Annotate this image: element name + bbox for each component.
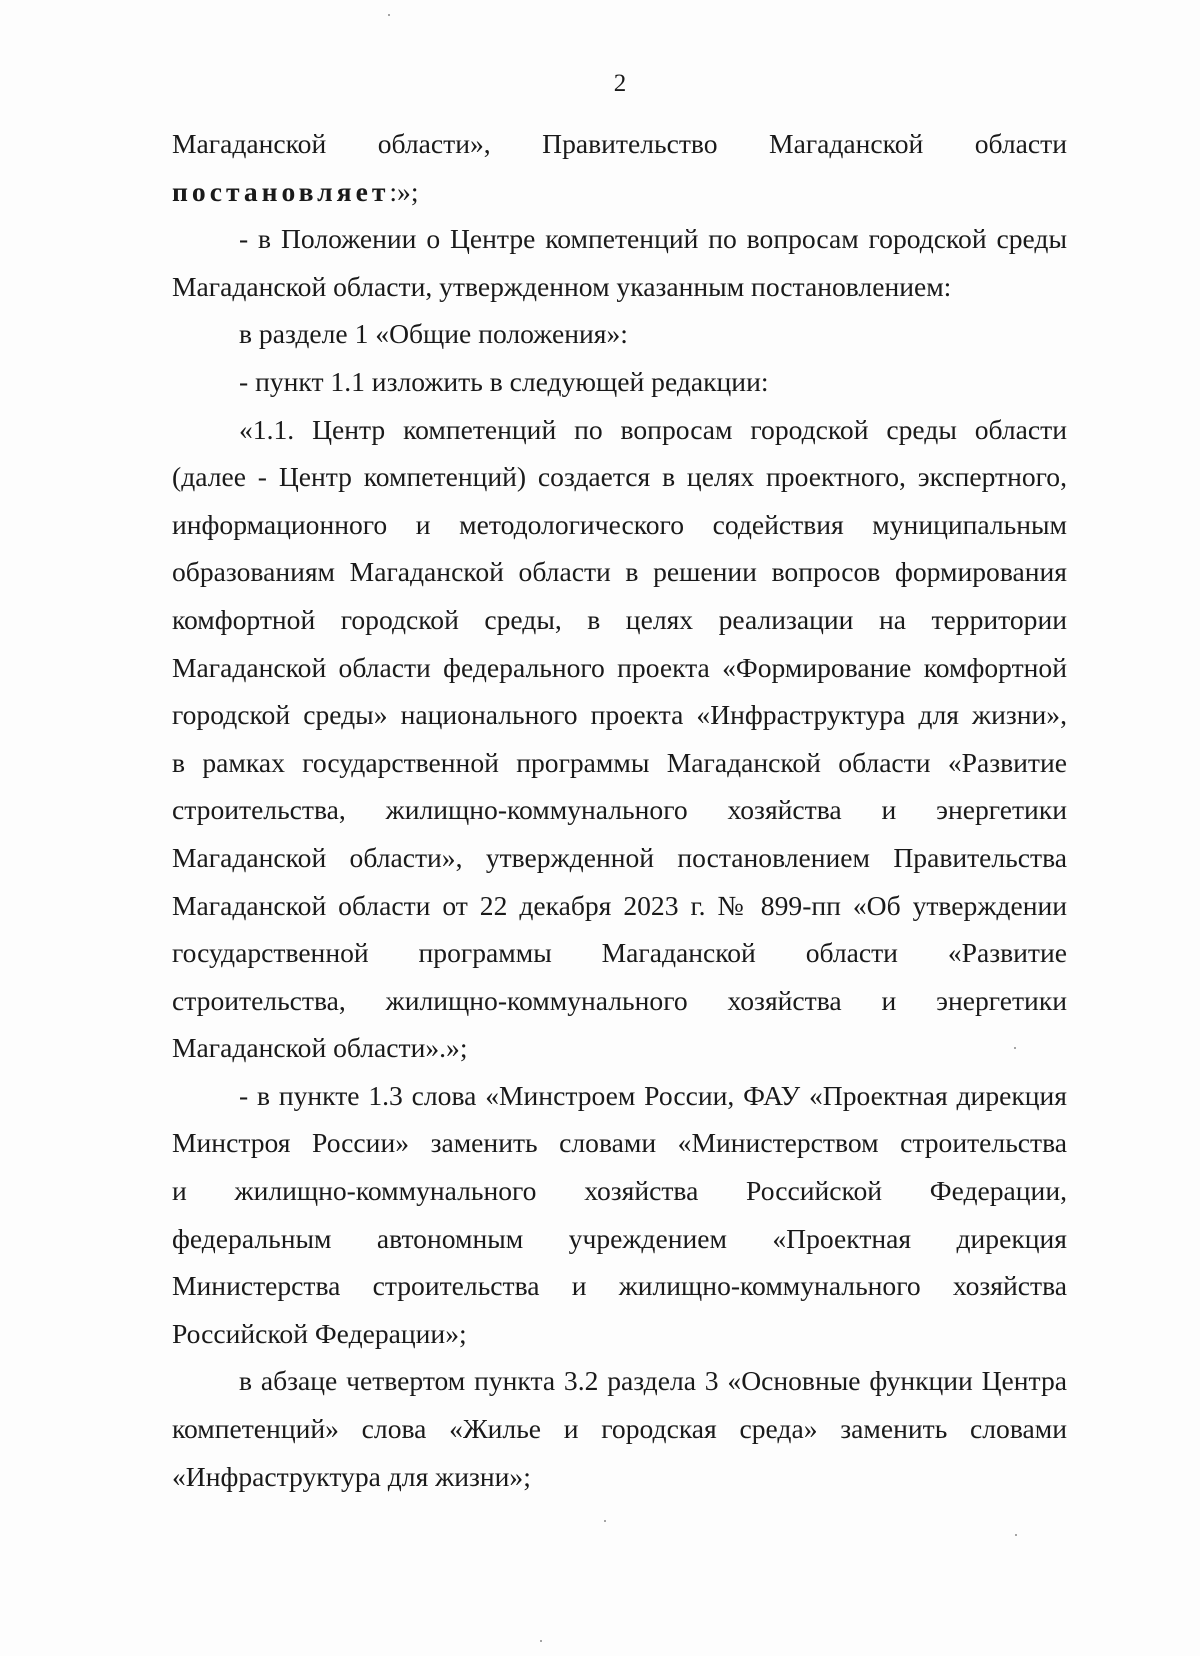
text-line: федеральным автономным учреждением «Проектная дирекция xyxy=(172,1222,1067,1254)
scan-speck xyxy=(540,1640,542,1642)
text-line: (далее - Центр компетенций) создается в целях проектного, экспертного, xyxy=(172,461,1067,493)
scan-speck xyxy=(388,14,390,16)
scan-speck xyxy=(1014,1047,1016,1049)
text-line: Магаданской области», утвержденной постановлением Правительства xyxy=(172,841,1067,873)
text-line: - пункт 1.1 изложить в следующей редакции: xyxy=(239,365,769,397)
text-line: строительства, жилищно-коммунального хозяйства и энергетики xyxy=(172,984,1067,1016)
text-line: информационного и методологического содействия муниципальным xyxy=(172,508,1067,540)
text-line: Магаданской области», Правительство Магаданской области xyxy=(172,128,1067,159)
text-line: образованиям Магаданской области в решении вопросов формирования xyxy=(172,556,1067,588)
text-line: в разделе 1 «Общие положения»: xyxy=(239,318,628,350)
text-line: «Инфраструктура для жизни»; xyxy=(172,1460,531,1492)
text-line: Магаданской области».»; xyxy=(172,1032,468,1064)
text-line: городской среды» национального проекта «Инфраструктура для жизни», xyxy=(172,699,1067,731)
scan-speck xyxy=(1015,1534,1017,1536)
decree-word-tail: :»; xyxy=(389,175,419,207)
text-line: Минстроя России» заменить словами «Министерством строительства xyxy=(172,1127,1067,1159)
text-line: компетенций» слова «Жилье и городская среда» заменить словами xyxy=(172,1413,1067,1445)
text-line: Магаданской области федерального проекта «Формирование комфортной xyxy=(172,651,1067,683)
text-line: и жилищно-коммунального хозяйства Российской Федерации, xyxy=(172,1175,1067,1207)
text-line: Магаданской области от 22 декабря 2023 г. № 899-пп «Об утверждении xyxy=(172,889,1067,921)
text-line: государственной программы Магаданской области «Развитие xyxy=(172,937,1067,969)
text-line: - в пункте 1.3 слова «Минстроем России, ФАУ «Проектная дирекция xyxy=(239,1079,1067,1111)
text-line: комфортной городской среды, в целях реализации на территории xyxy=(172,603,1067,635)
text-line xyxy=(172,168,1067,216)
decree-word: постановляет xyxy=(172,175,390,207)
scan-speck xyxy=(604,1520,606,1522)
text-line: Министерства строительства и жилищно-коммунального хозяйства xyxy=(172,1270,1067,1302)
text-line: «1.1. Центр компетенций по вопросам городской среды области xyxy=(239,413,1067,445)
text-line: Российской Федерации»; xyxy=(172,1317,467,1349)
document-body xyxy=(172,120,1067,1500)
text-line: строительства, жилищно-коммунального хозяйства и энергетики xyxy=(172,794,1067,826)
text-line: в рамках государственной программы Магаданской области «Развитие xyxy=(172,746,1067,778)
text-line: в абзаце четвертом пункта 3.2 раздела 3 «Основные функции Центра xyxy=(239,1365,1067,1397)
text-line: - в Положении о Центре компетенций по вопросам городской среды xyxy=(239,223,1067,255)
text-line: Магаданской области, утвержденном указанным постановлением: xyxy=(172,270,952,302)
page-number: 2 xyxy=(613,70,627,97)
